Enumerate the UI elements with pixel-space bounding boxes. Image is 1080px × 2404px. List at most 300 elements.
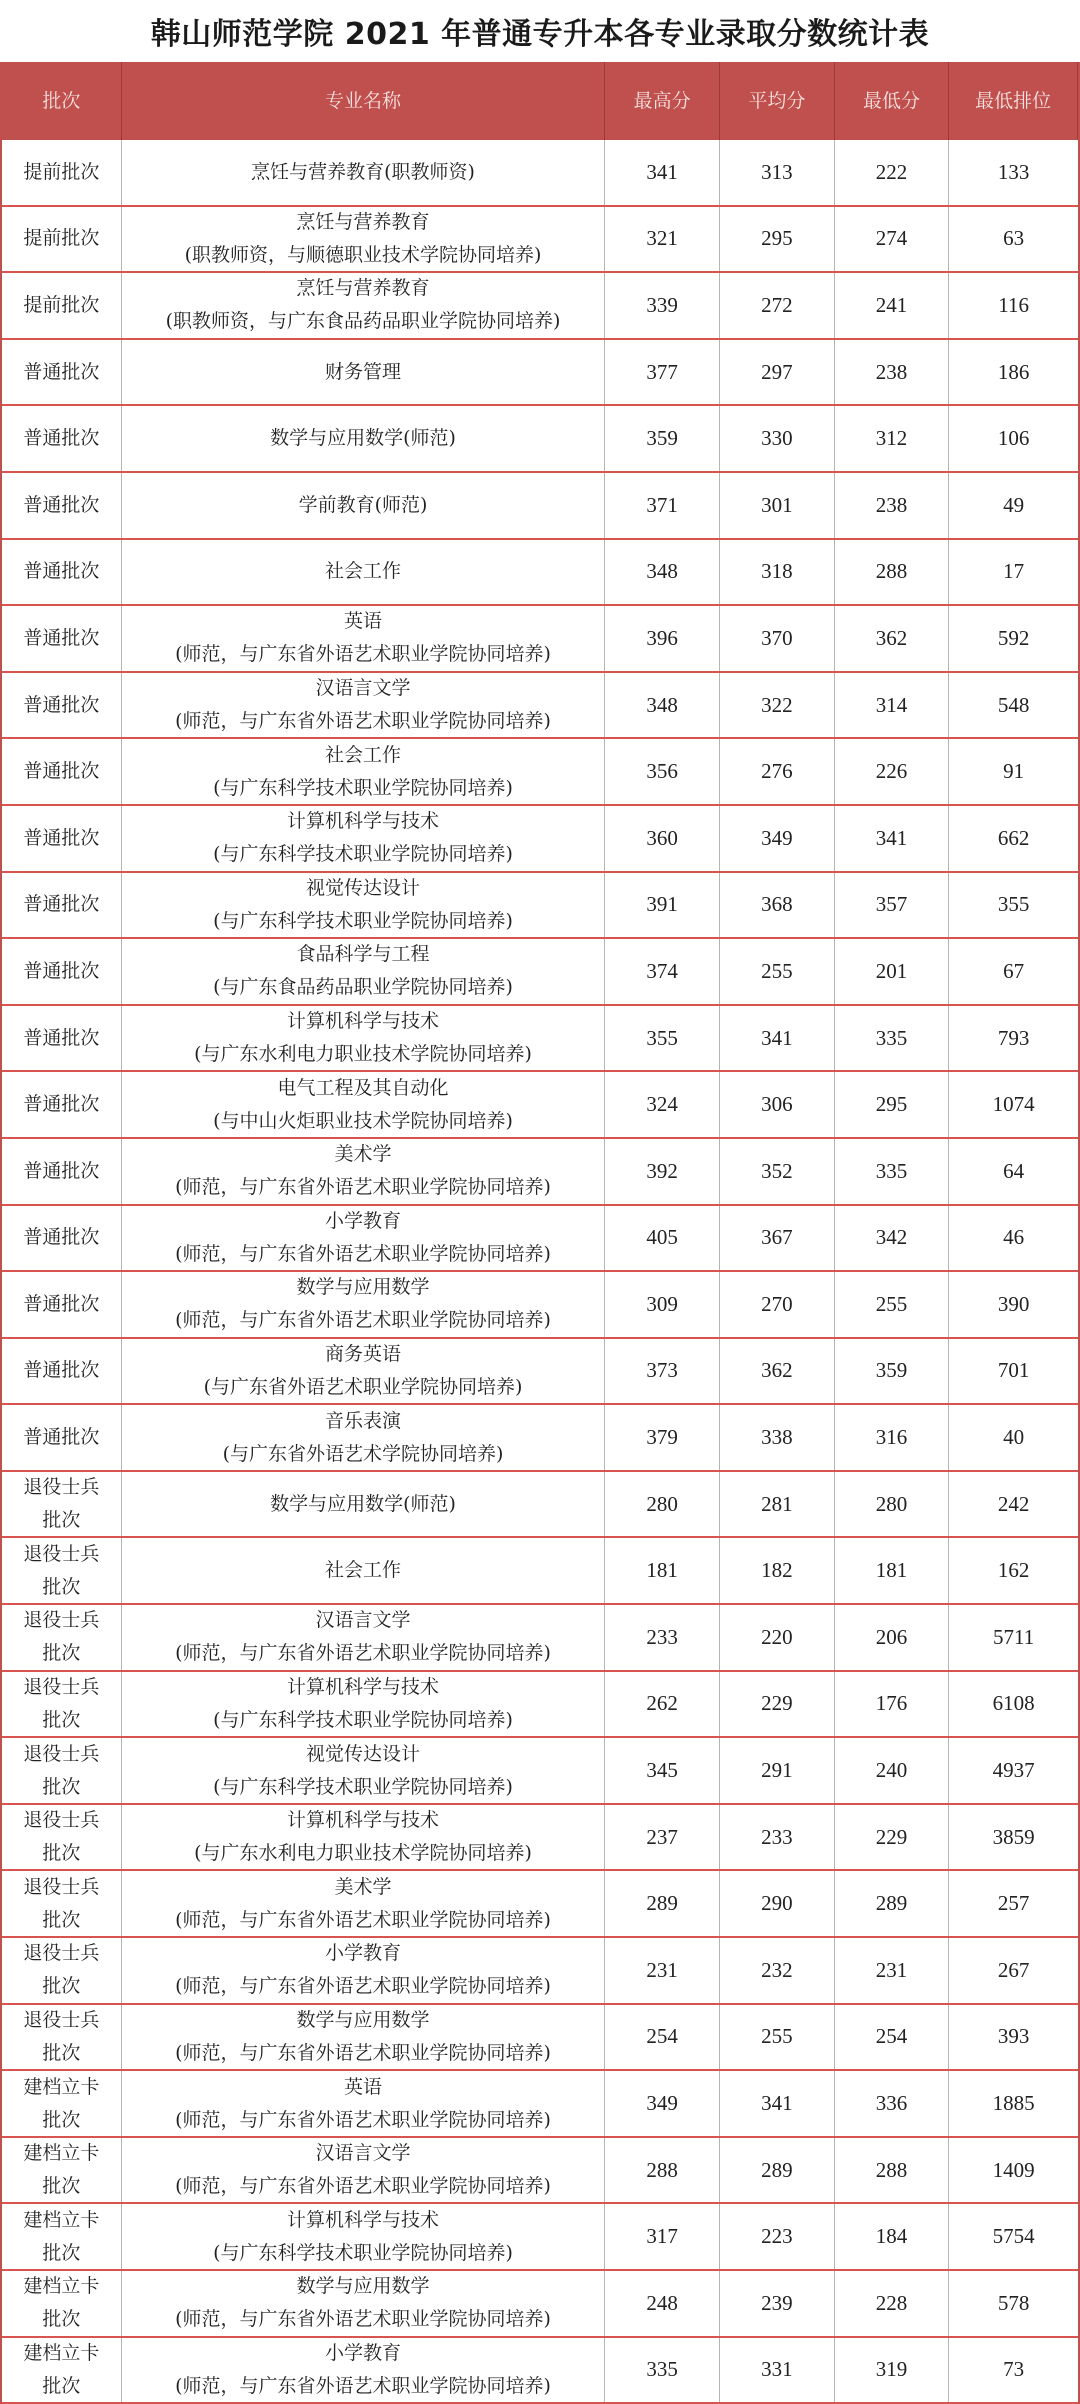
major-name: 烹饪与营养教育: [296, 210, 430, 233]
major-name: 商务英语: [325, 1342, 402, 1365]
batch-cell: [2, 406, 122, 471]
major-name: 电气工程及其自动化: [277, 1076, 449, 1099]
min-score-cell: 362: [835, 606, 950, 671]
avg-score-cell: 223: [720, 2204, 835, 2269]
batch-label: 普通批次: [23, 560, 100, 583]
batch-label: 建档立卡批次: [23, 2341, 100, 2397]
avg-score-cell: 290: [720, 1871, 835, 1936]
batch-cell: [2, 1206, 122, 1271]
major-note: (师范，与广东省外语艺术职业学院协同培养): [175, 1975, 551, 1998]
table-row: [2, 1006, 1078, 1073]
major-name: 美术学: [334, 1143, 392, 1166]
batch-label: 普通批次: [23, 1226, 100, 1249]
batch-cell: [2, 1272, 122, 1337]
min-rank-cell: 162: [997, 1558, 1030, 1583]
avg-score-cell: 367: [720, 1206, 835, 1271]
avg-score-cell: 295: [720, 207, 835, 272]
major-name: 汉语言文学: [315, 1609, 411, 1632]
min-score-cell: 274: [835, 207, 950, 272]
min-score-cell: 336: [835, 2071, 950, 2136]
major-name: 数学与应用数学(师范): [270, 1492, 456, 1515]
page-title: 韩山师范学院 2021 年普通专升本各专业录取分数统计表: [150, 17, 930, 52]
major-cell: [122, 1139, 606, 1204]
min-rank-cell: 46: [1003, 1225, 1025, 1250]
batch-cell: [2, 207, 122, 272]
major-name: 美术学: [334, 1875, 392, 1898]
batch-cell: [2, 2338, 122, 2403]
table-row: [2, 473, 1078, 540]
major-note: (师范，与广东省外语艺术职业学院协同培养): [175, 710, 551, 733]
major-name: 社会工作: [325, 743, 402, 766]
min-rank-cell: 5711: [993, 1624, 1035, 1649]
major-name: 数学与应用数学: [296, 2008, 430, 2031]
table-row: [2, 406, 1078, 473]
batch-label: 普通批次: [23, 1426, 100, 1449]
major-cell: [122, 2005, 606, 2070]
major-name: 小学教育: [325, 1209, 402, 1232]
major-note: (与广东科学技术职业学院协同培养): [213, 776, 513, 799]
min-score-cell: 280: [835, 1472, 950, 1537]
max-score-cell: 392: [605, 1139, 720, 1204]
major-note: (职教师资，与顺德职业技术学院协同培养): [184, 243, 542, 266]
batch-cell: [2, 1871, 122, 1936]
max-score-cell: 309: [605, 1272, 720, 1337]
batch-cell: [2, 1738, 122, 1803]
max-score-cell: 377: [605, 340, 720, 405]
major-name: 计算机科学与技术: [287, 1675, 440, 1698]
min-rank-cell: 390: [997, 1291, 1030, 1316]
avg-score-cell: 232: [720, 1938, 835, 2003]
batch-label: 建档立卡批次: [23, 2075, 100, 2131]
table-row: [2, 2338, 1078, 2404]
min-score-cell: 289: [835, 1871, 950, 1936]
avg-score-cell: 338: [720, 1405, 835, 1470]
table-row: [2, 2138, 1078, 2205]
max-score-cell: 359: [605, 406, 720, 471]
min-score-cell: 201: [835, 939, 950, 1004]
max-score-cell: 345: [605, 1738, 720, 1803]
major-cell: [122, 1072, 606, 1137]
avg-score-cell: 368: [720, 873, 835, 938]
header-min-rank: 最低排位: [949, 62, 1078, 140]
min-rank-cell: 1885: [992, 2091, 1035, 2116]
table-row: [2, 1206, 1078, 1273]
major-cell: [122, 1538, 606, 1603]
max-score-cell: 248: [605, 2271, 720, 2336]
max-score-cell: 405: [605, 1206, 720, 1271]
min-score-cell: 206: [835, 1605, 950, 1670]
batch-label: 退役士兵批次: [23, 1675, 100, 1731]
min-score-cell: 357: [835, 873, 950, 938]
table-row: [2, 873, 1078, 940]
max-score-cell: 335: [605, 2338, 720, 2403]
table-row: [2, 2271, 1078, 2338]
table-row: [2, 1938, 1078, 2005]
major-name: 学前教育(师范): [298, 493, 428, 516]
avg-score-cell: 349: [720, 806, 835, 871]
major-cell: [122, 1006, 606, 1071]
major-name: 视觉传达设计: [306, 876, 421, 899]
major-note: (师范，与广东省外语艺术职业学院协同培养): [175, 2308, 551, 2331]
min-score-cell: 240: [835, 1738, 950, 1803]
major-cell: [122, 1405, 606, 1470]
batch-label: 普通批次: [23, 626, 100, 649]
avg-score-cell: 370: [720, 606, 835, 671]
batch-label: 建档立卡批次: [23, 2208, 100, 2264]
batch-label: 退役士兵批次: [23, 1542, 100, 1598]
batch-cell: [2, 2071, 122, 2136]
min-score-cell: 176: [835, 1672, 950, 1737]
major-cell: [122, 1672, 606, 1737]
min-score-cell: 341: [835, 806, 950, 871]
avg-score-cell: 341: [720, 2071, 835, 2136]
batch-label: 退役士兵批次: [23, 1875, 100, 1931]
avg-score-cell: 301: [720, 473, 835, 538]
max-score-cell: 231: [605, 1938, 720, 2003]
batch-label: 普通批次: [23, 1159, 100, 1182]
min-score-cell: 238: [835, 473, 950, 538]
batch-label: 退役士兵批次: [23, 1942, 100, 1998]
avg-score-cell: 276: [720, 739, 835, 804]
admission-score-table: [0, 62, 1080, 2404]
major-name: 汉语言文学: [315, 677, 411, 700]
max-score-cell: 262: [605, 1672, 720, 1737]
min-rank-cell: 3859: [992, 1824, 1035, 1849]
max-score-cell: 371: [605, 473, 720, 538]
major-name: 食品科学与工程: [296, 943, 430, 966]
major-cell: [122, 1938, 606, 2003]
min-score-cell: 312: [835, 406, 950, 471]
max-score-cell: 317: [605, 2204, 720, 2269]
batch-label: 退役士兵批次: [23, 2008, 100, 2064]
min-score-cell: 335: [835, 1139, 950, 1204]
max-score-cell: 324: [605, 1072, 720, 1137]
major-cell: [122, 207, 606, 272]
table-row: [2, 1538, 1078, 1605]
table-row: [2, 1139, 1078, 1206]
max-score-cell: 341: [605, 140, 720, 205]
table-row: [2, 739, 1078, 806]
min-rank-cell: 793: [997, 1025, 1030, 1050]
min-score-cell: 288: [835, 540, 950, 605]
major-note: (师范，与广东省外语艺术职业学院协同培养): [175, 1309, 551, 1332]
max-score-cell: 321: [605, 207, 720, 272]
min-rank-cell: 116: [998, 292, 1030, 317]
batch-label: 普通批次: [23, 893, 100, 916]
major-cell: [122, 1805, 606, 1870]
major-name: 计算机科学与技术: [287, 810, 440, 833]
max-score-cell: 280: [605, 1472, 720, 1537]
major-cell: [122, 540, 606, 605]
min-rank-cell: 17: [1003, 559, 1025, 584]
avg-score-cell: 322: [720, 673, 835, 738]
batch-label: 普通批次: [23, 427, 100, 450]
min-rank-cell: 242: [997, 1491, 1030, 1516]
table-row: [2, 606, 1078, 673]
table-body: [2, 140, 1078, 2404]
major-cell: [122, 2204, 606, 2269]
max-score-cell: 233: [605, 1605, 720, 1670]
avg-score-cell: 330: [720, 406, 835, 471]
table-row: [2, 207, 1078, 274]
table-row: [2, 1871, 1078, 1938]
max-score-cell: 348: [605, 540, 720, 605]
max-score-cell: 391: [605, 873, 720, 938]
major-note: (师范，与广东省外语艺术职业学院协同培养): [175, 643, 551, 666]
batch-label: 普通批次: [23, 1359, 100, 1382]
table-header-row: [2, 62, 1078, 140]
major-name: 数学与应用数学: [296, 2275, 430, 2298]
major-cell: [122, 1605, 606, 1670]
table-row: [2, 340, 1078, 407]
batch-cell: [2, 939, 122, 1004]
min-score-cell: 228: [835, 2271, 950, 2336]
min-rank-cell: 63: [1003, 226, 1025, 251]
batch-cell: [2, 1405, 122, 1470]
avg-score-cell: 362: [720, 1339, 835, 1404]
min-score-cell: 295: [835, 1072, 950, 1137]
batch-label: 普通批次: [23, 1093, 100, 1116]
major-cell: [122, 2071, 606, 2136]
batch-cell: [2, 739, 122, 804]
max-score-cell: 254: [605, 2005, 720, 2070]
max-score-cell: 289: [605, 1871, 720, 1936]
table-row: [2, 140, 1078, 207]
min-rank-cell: 40: [1003, 1425, 1025, 1450]
major-name: 英语: [344, 610, 383, 633]
min-rank-cell: 91: [1003, 759, 1025, 784]
max-score-cell: 373: [605, 1339, 720, 1404]
major-name: 音乐表演: [325, 1409, 402, 1432]
avg-score-cell: 229: [720, 1672, 835, 1737]
min-score-cell: 314: [835, 673, 950, 738]
batch-cell: [2, 1139, 122, 1204]
major-note: (师范，与广东省外语艺术职业学院协同培养): [175, 1242, 551, 1265]
major-note: (师范，与广东省外语艺术职业学院协同培养): [175, 2175, 551, 2198]
major-note: (师范，与广东省外语艺术职业学院协同培养): [175, 1908, 551, 1931]
min-score-cell: 241: [835, 273, 950, 338]
avg-score-cell: 313: [720, 140, 835, 205]
major-cell: [122, 1339, 606, 1404]
max-score-cell: 237: [605, 1805, 720, 1870]
table-row: [2, 2005, 1078, 2072]
max-score-cell: 355: [605, 1006, 720, 1071]
avg-score-cell: 255: [720, 939, 835, 1004]
max-score-cell: 181: [605, 1538, 720, 1603]
major-cell: [122, 2138, 606, 2203]
avg-score-cell: 233: [720, 1805, 835, 1870]
max-score-cell: 348: [605, 673, 720, 738]
major-cell: [122, 406, 606, 471]
batch-cell: [2, 1938, 122, 2003]
major-note: (与广东省外语艺术职业学院协同培养): [203, 1375, 523, 1398]
max-score-cell: 339: [605, 273, 720, 338]
table-row: [2, 273, 1078, 340]
batch-label: 普通批次: [23, 693, 100, 716]
min-rank-cell: 49: [1003, 492, 1025, 517]
batch-cell: [2, 473, 122, 538]
major-name: 英语: [344, 2075, 383, 2098]
major-name: 汉语言文学: [315, 2142, 411, 2165]
batch-cell: [2, 1072, 122, 1137]
major-cell: [122, 939, 606, 1004]
min-rank-cell: 6108: [992, 1691, 1035, 1716]
min-rank-cell: 662: [997, 825, 1030, 850]
table-row: [2, 1805, 1078, 1872]
major-cell: [122, 2271, 606, 2336]
max-score-cell: 374: [605, 939, 720, 1004]
min-rank-cell: 186: [997, 359, 1030, 384]
batch-cell: [2, 1538, 122, 1603]
major-name: 数学与应用数学: [296, 1276, 430, 1299]
header-batch: 批次: [2, 62, 122, 140]
max-score-cell: 379: [605, 1405, 720, 1470]
batch-cell: [2, 540, 122, 605]
major-note: (与广东水利电力职业技术学院协同培养): [194, 1842, 532, 1865]
header-major: 专业名称: [122, 62, 606, 140]
batch-label: 建档立卡批次: [23, 2275, 100, 2331]
table-row: [2, 1605, 1078, 1672]
min-rank-cell: 133: [997, 159, 1030, 184]
min-score-cell: 254: [835, 2005, 950, 2070]
major-cell: [122, 806, 606, 871]
table-row: [2, 2204, 1078, 2271]
major-cell: [122, 140, 606, 205]
table-row: [2, 806, 1078, 873]
avg-score-cell: 306: [720, 1072, 835, 1137]
min-rank-cell: 257: [997, 1891, 1030, 1916]
major-note: (与中山火炬职业技术学院协同培养): [213, 1109, 513, 1132]
major-cell: [122, 2338, 606, 2403]
avg-score-cell: 341: [720, 1006, 835, 1071]
avg-score-cell: 281: [720, 1472, 835, 1537]
major-note: (与广东科学技术职业学院协同培养): [213, 1708, 513, 1731]
batch-label: 普通批次: [23, 959, 100, 982]
batch-label: 普通批次: [23, 760, 100, 783]
batch-cell: [2, 2138, 122, 2203]
batch-cell: [2, 1472, 122, 1537]
table-row: [2, 1672, 1078, 1739]
batch-label: 退役士兵批次: [23, 1809, 100, 1865]
batch-label: 普通批次: [23, 493, 100, 516]
min-score-cell: 335: [835, 1006, 950, 1071]
min-rank-cell: 67: [1003, 958, 1025, 983]
major-name: 烹饪与营养教育(职教师资): [251, 160, 475, 183]
batch-cell: [2, 2204, 122, 2269]
min-score-cell: 184: [835, 2204, 950, 2269]
min-rank-cell: 106: [997, 426, 1030, 451]
max-score-cell: 396: [605, 606, 720, 671]
table-row: [2, 2071, 1078, 2138]
table-row: [2, 939, 1078, 1006]
min-rank-cell: 578: [997, 2290, 1030, 2315]
major-cell: [122, 739, 606, 804]
table-row: [2, 1072, 1078, 1139]
min-score-cell: 316: [835, 1405, 950, 1470]
batch-label: 普通批次: [23, 360, 100, 383]
major-name: 小学教育: [325, 1942, 402, 1965]
max-score-cell: 288: [605, 2138, 720, 2203]
avg-score-cell: 331: [720, 2338, 835, 2403]
batch-cell: [2, 1006, 122, 1071]
major-note: (与广东水利电力职业技术学院协同培养): [194, 1043, 532, 1066]
min-score-cell: 181: [835, 1538, 950, 1603]
batch-label: 普通批次: [23, 1292, 100, 1315]
avg-score-cell: 289: [720, 2138, 835, 2203]
avg-score-cell: 352: [720, 1139, 835, 1204]
min-rank-cell: 4937: [992, 1758, 1035, 1783]
major-note: (师范，与广东省外语艺术职业学院协同培养): [175, 1176, 551, 1199]
major-cell: [122, 1272, 606, 1337]
major-name: 小学教育: [325, 2341, 402, 2364]
major-name: 计算机科学与技术: [287, 2208, 440, 2231]
batch-label: 退役士兵批次: [23, 1742, 100, 1798]
major-note: (与广东科学技术职业学院协同培养): [213, 909, 513, 932]
table-row: [2, 1738, 1078, 1805]
batch-cell: [2, 1805, 122, 1870]
min-rank-cell: 1409: [992, 2157, 1035, 2182]
major-cell: [122, 1738, 606, 1803]
batch-label: 提前批次: [23, 227, 100, 250]
major-cell: [122, 1871, 606, 1936]
header-avg-score: 平均分: [720, 62, 835, 140]
major-name: 烹饪与营养教育: [296, 277, 430, 300]
batch-label: 退役士兵批次: [23, 1476, 100, 1532]
major-name: 视觉传达设计: [306, 1742, 421, 1765]
min-rank-cell: 1074: [992, 1092, 1035, 1117]
batch-cell: [2, 140, 122, 205]
major-note: (师范，与广东省外语艺术职业学院协同培养): [175, 1642, 551, 1665]
batch-cell: [2, 673, 122, 738]
avg-score-cell: 220: [720, 1605, 835, 1670]
batch-cell: [2, 340, 122, 405]
avg-score-cell: 182: [720, 1538, 835, 1603]
major-cell: [122, 273, 606, 338]
min-rank-cell: 701: [997, 1358, 1030, 1383]
major-cell: [122, 1206, 606, 1271]
major-note: (与广东省外语艺术学院协同培养): [222, 1442, 504, 1465]
batch-cell: [2, 273, 122, 338]
major-cell: [122, 340, 606, 405]
min-rank-cell: 393: [997, 2024, 1030, 2049]
batch-cell: [2, 873, 122, 938]
major-name: 计算机科学与技术: [287, 1010, 440, 1033]
major-note: (师范，与广东省外语艺术职业学院协同培养): [175, 2374, 551, 2397]
table-row: [2, 540, 1078, 607]
avg-score-cell: 239: [720, 2271, 835, 2336]
min-rank-cell: 5754: [992, 2224, 1035, 2249]
major-name: 财务管理: [325, 360, 402, 383]
batch-cell: [2, 1605, 122, 1670]
major-cell: [122, 1472, 606, 1537]
major-name: 社会工作: [325, 1559, 402, 1582]
major-note: (与广东科学技术职业学院协同培养): [213, 1775, 513, 1798]
batch-label: 建档立卡批次: [23, 2142, 100, 2198]
major-note: (职教师资，与广东食品药品职业学院协同培养): [165, 310, 561, 333]
table-row: [2, 1272, 1078, 1339]
min-score-cell: 231: [835, 1938, 950, 2003]
major-name: 计算机科学与技术: [287, 1809, 440, 1832]
max-score-cell: 360: [605, 806, 720, 871]
header-max-score: 最高分: [605, 62, 720, 140]
avg-score-cell: 270: [720, 1272, 835, 1337]
min-score-cell: 238: [835, 340, 950, 405]
max-score-cell: 349: [605, 2071, 720, 2136]
avg-score-cell: 255: [720, 2005, 835, 2070]
max-score-cell: 356: [605, 739, 720, 804]
batch-label: 提前批次: [23, 160, 100, 183]
batch-label: 普通批次: [23, 1026, 100, 1049]
